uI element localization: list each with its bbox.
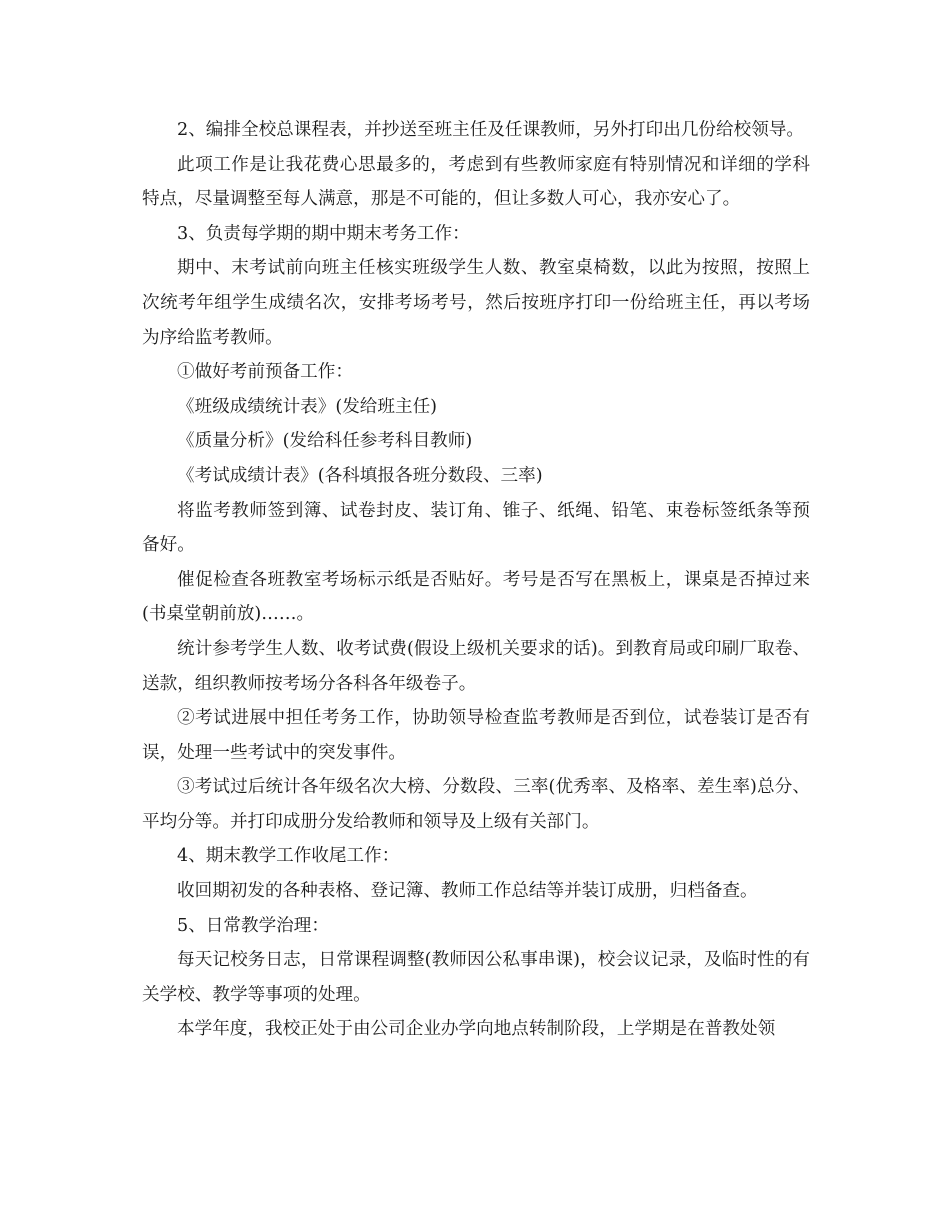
paragraph: 催促检查各班教室考场标示纸是否贴好。考号是否写在黑板上，课桌是否掉过来(书桌堂朝前放)……。 [142,569,810,625]
paragraph: 《考试成绩计表》(各科填报各班分数段、三率) [177,465,543,486]
paragraph: 收回期初发的各种表格、登记簿、教师工作总结等并装订成册，归档备查。 [177,881,758,902]
paragraph: 本学年度，我校正处于由公司企业办学向地点转制阶段，上学期是在普教处领 [177,1019,776,1040]
paragraph: ②考试进展中担任考务工作，协助领导检查监考教师是否到位，试卷装订是否有误，处理一些考试中的突发事件。 [142,708,810,763]
paragraph: 此项工作是让我花费心思最多的，考虑到有些教师家庭有特别情况和详细的学科特点，尽量调整至每人满意，那是不可能的，但让多数人可心，我亦安心了。 [142,154,810,210]
paragraph: 3、负责每学期的期中期末考务工作： [177,223,470,244]
paragraph: 《班级成绩统计表》(发给班主任) [177,396,438,417]
paragraph: 《质量分析》(发给科任参考科目教师) [177,431,473,452]
document-body [142,113,810,1047]
paragraph: 4、期末教学工作收尾工作： [177,846,400,867]
paragraph: 将监考教师签到簿、试卷封皮、装订角、锥子、纸绳、铅笔、束卷标签纸条等预备好。 [142,500,810,556]
paragraph: ③考试过后统计各年级名次大榜、分数段、三率(优秀率、及格率、差生率)总分、平均分等。并打印成册分发给教师和领导及上级有关部门。 [142,777,810,832]
paragraph: 2、编排全校总课程表，并抄送至班主任及任课教师，另外打印出几份给校领导。 [177,120,804,140]
paragraph: 每天记校务日志，日常课程调整(教师因公私事串课)，校会议记录，及临时性的有关学校、教学等事项的处理。 [142,950,810,1005]
paragraph: 期中、末考试前向班主任核实班级学生人数、教室桌椅数，以此为按照，按照上次统考年组学生成绩名次，安排考场考号，然后按班序打印一份给班主任，再以考场为序给监考教师。 [142,258,810,348]
paragraph: 统计参考学生人数、收考试费(假设上级机关要求的话)。到教育局或印刷厂取卷、送款，组织教师按考场分各科各年级卷子。 [142,638,810,694]
paragraph: 5、日常教学治理： [177,915,329,936]
paragraph: ①做好考前预备工作： [177,362,353,383]
